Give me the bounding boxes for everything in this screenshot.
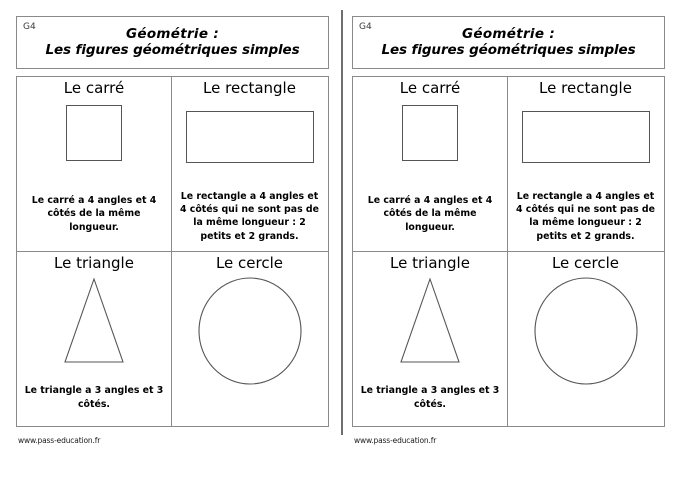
lesson-card-right: [352, 16, 670, 456]
figure-caption-rectangle: Le rectangle a 4 angles et 4 côtés qui ne sont pas de la même longueur : 2 petits et 2 grands.: [515, 190, 656, 242]
rectangle-shape-icon: [522, 111, 650, 163]
figure-caption-cercle: [512, 421, 659, 422]
lesson-code-badge: G4: [23, 22, 36, 32]
triangle-shape-icon: [394, 276, 466, 366]
figure-title-triangle: Le triangle: [54, 254, 134, 272]
figure-title-rectangle: Le rectangle: [203, 79, 296, 97]
square-shape-icon: [402, 105, 458, 161]
figure-cell-rectangle: [172, 77, 327, 251]
triangle-shape-icon: [58, 276, 130, 366]
figure-caption-rectangle: Le rectangle a 4 angles et 4 côtés qui ne sont pas de la même longueur : 2 petits et 2 grands.: [179, 190, 320, 242]
table-row: [17, 77, 328, 252]
figure-caption-carre: Le carré a 4 angles et 4 côtés de la même longueur.: [367, 194, 493, 233]
figure-caption-carre: Le carré a 4 angles et 4 côtés de la même longueur.: [31, 194, 157, 233]
figure-title-cercle: Le cercle: [215, 254, 284, 272]
title-box: [16, 16, 329, 69]
figures-table: [16, 76, 329, 427]
page-fold-divider: [341, 10, 343, 435]
page-title-primary: Géométrie :: [461, 25, 556, 42]
footer-source-url: www.pass-education.fr: [354, 436, 437, 445]
figure-caption-triangle: Le triangle a 3 angles et 3 côtés.: [360, 385, 500, 410]
figures-table: [352, 76, 665, 427]
page-title-secondary: Les figures géométriques simples: [45, 41, 300, 58]
figure-shape-area-carre: [21, 99, 167, 194]
circle-shape-icon: [532, 276, 640, 386]
lesson-code-badge: G4: [359, 22, 372, 32]
rectangle-shape-icon: [186, 111, 314, 163]
circle-shape-icon: [196, 276, 304, 386]
figure-caption-cercle: [176, 421, 323, 422]
figure-cell-triangle: [17, 252, 172, 426]
figure-title-rectangle: Le rectangle: [539, 79, 632, 97]
square-shape-icon: [66, 105, 122, 161]
figure-cell-cercle: [508, 252, 663, 426]
figure-title-carre: Le carré: [63, 79, 125, 97]
figure-cell-carre: [353, 77, 508, 251]
page-title-secondary: Les figures géométriques simples: [381, 41, 636, 58]
lesson-card-left: [16, 16, 334, 456]
figure-cell-rectangle: [508, 77, 663, 251]
table-row: [17, 252, 328, 426]
figure-caption-triangle: Le triangle a 3 angles et 3 côtés.: [24, 385, 164, 410]
figure-shape-area-carre: [357, 99, 503, 194]
figure-shape-area-rectangle: [512, 99, 659, 190]
figure-shape-area-rectangle: [176, 99, 323, 190]
title-box: [352, 16, 665, 69]
figure-shape-area-cercle: [512, 274, 659, 422]
figure-shape-area-triangle: [21, 274, 167, 385]
figure-title-carre: Le carré: [399, 79, 461, 97]
table-row: [353, 252, 664, 426]
figure-cell-cercle: [172, 252, 327, 426]
table-row: [353, 77, 664, 252]
page-title-primary: Géométrie :: [125, 25, 220, 42]
figure-title-triangle: Le triangle: [390, 254, 470, 272]
figure-shape-area-triangle: [357, 274, 503, 385]
footer-source-url: www.pass-education.fr: [18, 436, 101, 445]
figure-title-cercle: Le cercle: [551, 254, 620, 272]
figure-shape-area-cercle: [176, 274, 323, 422]
figure-cell-triangle: [353, 252, 508, 426]
figure-cell-carre: [17, 77, 172, 251]
